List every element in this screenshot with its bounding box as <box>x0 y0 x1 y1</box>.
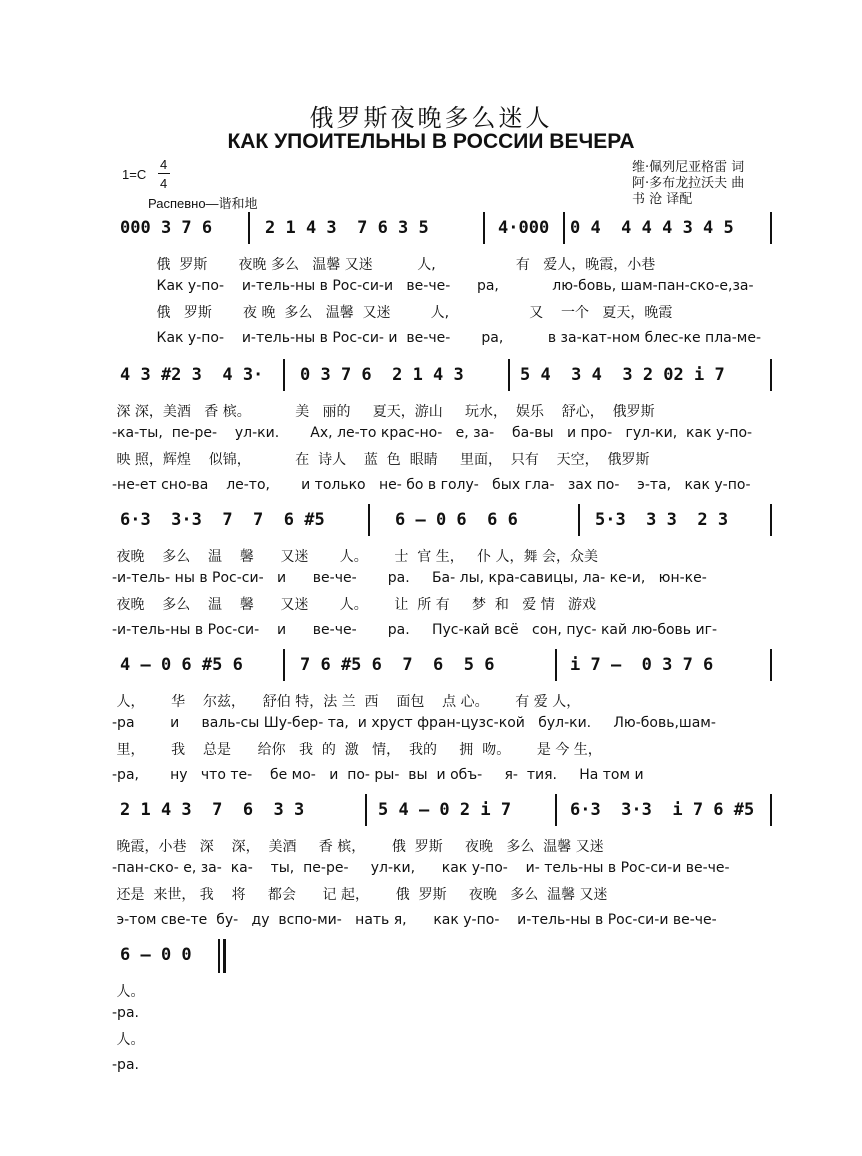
barline <box>368 504 370 536</box>
tempo-marking: Распевно—谐和地 <box>148 196 258 211</box>
notes-system-6-group-1: 6 – 0 0 <box>120 945 192 965</box>
credit-translator: 书 沧 译配 <box>632 192 693 207</box>
notes-system-2-group-3: 5 4 3 4 3 2 02 i 7 <box>520 365 725 385</box>
notes-system-4-group-1: 4 – 0 6 #5 6 <box>120 655 243 675</box>
barline <box>770 359 772 391</box>
lyric-line-system-2-verse-1: 深 深，美酒 香 槟。 美 丽的 夏天，游山 玩水， 娱乐 舒心， 俄罗斯 <box>112 404 655 420</box>
notes-system-5-group-2: 5 4 – 0 2 i 7 <box>378 800 512 820</box>
barline <box>770 794 772 826</box>
lyric-line-system-3-verse-3: 夜晚 多么 温 馨 又迷 人。 让 所 有 梦 和 爱 情 游戏 <box>112 597 597 613</box>
lyric-line-system-1-verse-3: 俄 罗斯 夜 晚 多么 温馨 又迷 人, 又 一个 夏天，晚霞 <box>112 305 673 321</box>
lyric-line-system-5-verse-1: 晚霞，小巷 深 深， 美酒 香 槟， 俄 罗斯 夜晚 多么 温馨 又迷 <box>112 839 604 855</box>
lyric-line-system-2-verse-3: 映 照，辉煌 似锦， 在 诗人 蓝 色 眼睛 里面， 只有 天空， 俄罗斯 <box>112 452 650 468</box>
notes-system-2-group-2: 0 3 7 6 2 1 4 3 <box>300 365 464 385</box>
barline <box>555 794 557 826</box>
key-signature: 1=C <box>122 167 147 182</box>
barline <box>483 212 485 244</box>
lyric-line-system-5-verse-4: э-том све-те бу- ду вспо-ми- нать я, как у-по- и-тель-ны в Рос-си-и ве-че- <box>112 912 717 928</box>
lyric-line-system-5-verse-3: 还是 来世， 我 将 都会 记 起， 俄 罗斯 夜晚 多么 温馨 又迷 <box>112 887 608 903</box>
lyric-line-system-2-verse-4: -не-ет сно-ва ле-то, и только не- бо в голу- бых гла- зах по- э-та, как у-по- <box>112 477 751 493</box>
credit-composer: 阿·多布龙拉沃夫 曲 <box>632 176 745 191</box>
barline <box>770 504 772 536</box>
barline <box>770 212 772 244</box>
notes-system-1-group-1: 000 3 7 6 <box>120 218 213 238</box>
lyric-line-system-3-verse-2: -и-тель- ны в Рос-си- и ве-че- ра. Ба- лы, кра-савицы, ла- ке-и, юн-ке- <box>112 570 707 586</box>
time-signature-top: 4 <box>160 157 168 172</box>
barline <box>248 212 250 244</box>
notes-system-1-group-4: 0 4 4 4 4 3 4 5 <box>570 218 734 238</box>
barline <box>283 649 285 681</box>
barline <box>770 649 772 681</box>
lyric-line-system-1-verse-2: Как у-по- и-тель-ны в Рос-си-и ве-че- ра, лю-бовь, шам-пан-ско-е,за- <box>112 278 754 294</box>
credit-lyricist: 维·佩列尼亚格雷 词 <box>632 160 745 175</box>
lyric-line-system-1-verse-1: 俄 罗斯 夜晚 多么 温馨 又迷 人, 有 爱人，晚霞，小巷 <box>112 257 656 273</box>
notes-system-5-group-3: 6·3 3·3 i 7 6 #5 <box>570 800 755 820</box>
notes-system-3-group-2: 6 – 0 6 6 6 <box>395 510 518 530</box>
notes-system-1-group-3: 4·000 <box>498 218 550 238</box>
lyric-line-system-4-verse-1: 人， 华 尔兹， 舒伯 特，法 兰 西 面包 点 心。 有 爱 人， <box>112 694 581 710</box>
title-chinese: 俄罗斯夜晚多么迷人 <box>309 104 553 132</box>
time-signature-bottom: 4 <box>160 176 168 191</box>
lyric-line-system-4-verse-3: 里， 我 总是 给你 我 的 激 情， 我的 拥 吻。 是 今 生， <box>112 742 602 758</box>
lyric-line-system-5-verse-2: -пан-ско- е, за- ка- ты, пе-ре- ул-ки, как у-по- и- тель-ны в Рос-си-и ве-че- <box>112 860 730 876</box>
notes-system-2-group-1: 4 3 #2 3 4 3· <box>120 365 264 385</box>
lyric-line-system-6-verse-2: -ра. <box>112 1005 139 1021</box>
lyric-line-system-2-verse-2: -ка-ты, пе-ре- ул-ки. Ах, ле-то крас-но- е, за- ба-вы и про- гул-ки, как у-по- <box>112 425 753 441</box>
lyric-line-system-4-verse-4: -ра, ну что те- бе мо- и по- ры- вы и объ- я- тия. На том и <box>112 767 644 783</box>
barline <box>508 359 510 391</box>
credits <box>632 160 744 208</box>
final-barline-thin <box>218 939 220 973</box>
barline <box>563 212 565 244</box>
title-russian: КАК УПОИТЕЛЬНЫ В РОССИИ ВЕЧЕРА <box>227 130 635 153</box>
lyric-line-system-4-verse-2: -ра и валь-сы Шу-бер- та, и хруст фран-цузс-кой бул-ки. Лю-бовь,шам- <box>112 715 716 731</box>
notes-system-3-group-1: 6·3 3·3 7 7 6 #5 <box>120 510 325 530</box>
barline <box>555 649 557 681</box>
notes-system-5-group-1: 2 1 4 3 7 6 3 3 <box>120 800 305 820</box>
notes-system-3-group-3: 5·3 3 3 2 3 <box>595 510 729 530</box>
lyric-line-system-6-verse-3: 人。 <box>112 1032 145 1048</box>
barline <box>578 504 580 536</box>
lyric-line-system-3-verse-1: 夜晚 多么 温 馨 又迷 人。 士 官 生， 仆 人，舞 会，众美 <box>112 549 599 565</box>
barline <box>365 794 367 826</box>
lyric-line-system-6-verse-1: 人。 <box>112 984 145 1000</box>
notes-system-1-group-2: 2 1 4 3 7 6 3 5 <box>265 218 429 238</box>
lyric-line-system-3-verse-4: -и-тель-ны в Рос-си- и ве-че- ра. Пус-кай всё сон, пус- кай лю-бовь иг- <box>112 622 717 638</box>
barline <box>283 359 285 391</box>
notes-system-4-group-3: i 7 – 0 3 7 6 <box>570 655 714 675</box>
time-signature-line <box>158 173 170 174</box>
notes-system-4-group-2: 7 6 #5 6 7 6 5 6 <box>300 655 495 675</box>
final-barline-thick <box>223 939 226 973</box>
lyric-line-system-1-verse-4: Как у-по- и-тель-ны в Рос-си- и ве-че- ра, в за-кат-ном блес-ке пла-ме- <box>112 330 762 346</box>
lyric-line-system-6-verse-4: -ра. <box>112 1057 139 1073</box>
